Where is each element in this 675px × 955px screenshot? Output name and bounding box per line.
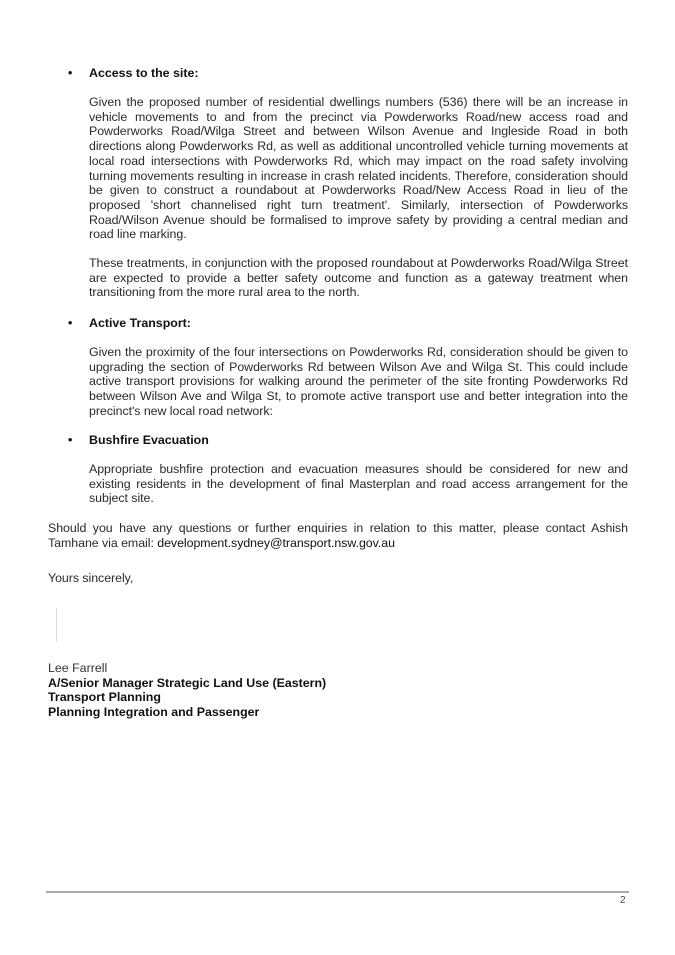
signatory-name: Lee Farrell xyxy=(48,661,108,675)
section-paragraph: Appropriate bushfire protection and evacuation measures should be considered for new and existing residents in the development of final Masterplan and road access arrangement for the subject site. xyxy=(89,462,628,506)
bullet-icon: • xyxy=(68,433,73,447)
signature-block xyxy=(48,661,326,719)
section-heading: Active Transport: xyxy=(89,316,191,330)
closing-salutation: Yours sincerely, xyxy=(48,571,134,585)
signatory-unit: Transport Planning xyxy=(48,690,161,705)
contact-text: Should you have any questions or further enquiries in relation to this matter, please contact Ashish Tamhane via email: xyxy=(48,521,628,550)
section-heading: Access to the site: xyxy=(89,66,199,80)
page-number: 2 xyxy=(620,895,626,906)
section-paragraph: These treatments, in conjunction with the proposed roundabout at Powderworks Road/Wilga Street are expected to provide a better safety outcome and function as a gateway treatment when transitioning from the more rural area to the north. xyxy=(89,256,628,300)
section-paragraph: Given the proximity of the four intersections on Powderworks Rd, consideration should be given to upgrading the section of Powderworks Rd between Wilson Ave and Wilga St. This could include active transport provisions for walking around the perimeter of the site fronting Powderworks Rd between Wilson Ave and Wilga St, to promote active transport use and better integration into the precinct's new local road network: xyxy=(89,345,628,418)
section-heading: Bushfire Evacuation xyxy=(89,433,209,447)
contact-email-link[interactable]: development.sydney@transport.nsw.gov.au xyxy=(157,535,395,550)
signatory-title: A/Senior Manager Strategic Land Use (Eastern) xyxy=(48,675,327,690)
bullet-icon: • xyxy=(68,316,73,330)
signature-mark xyxy=(56,608,57,642)
signatory-division: Planning Integration and Passenger xyxy=(48,704,260,719)
contact-paragraph xyxy=(48,521,628,550)
footer-divider xyxy=(46,891,629,893)
bullet-icon: • xyxy=(68,66,73,80)
section-paragraph: Given the proposed number of residential dwellings numbers (536) there will be an increase in vehicle movements to and from the precinct via Powderworks Road/new access road and Powderworks Road/Wilga Street and between Wilson Avenue and Ingleside Road in both directions along Powderworks Rd, as well as additional uncontrolled vehicle turning movements at local road intersections with Powderworks Rd, which may impact on the road safety involving turning movements resulting in increase in crash related incidents. Therefore, consideration should be given to construct a roundabout at Powderworks Road/New Access Road in lieu of the proposed 'short channelised right turn treatment'. Similarly, intersection of Powderworks Road/Wilson Avenue should be formalised to improve safety by providing a central median and road line marking. xyxy=(89,95,628,242)
